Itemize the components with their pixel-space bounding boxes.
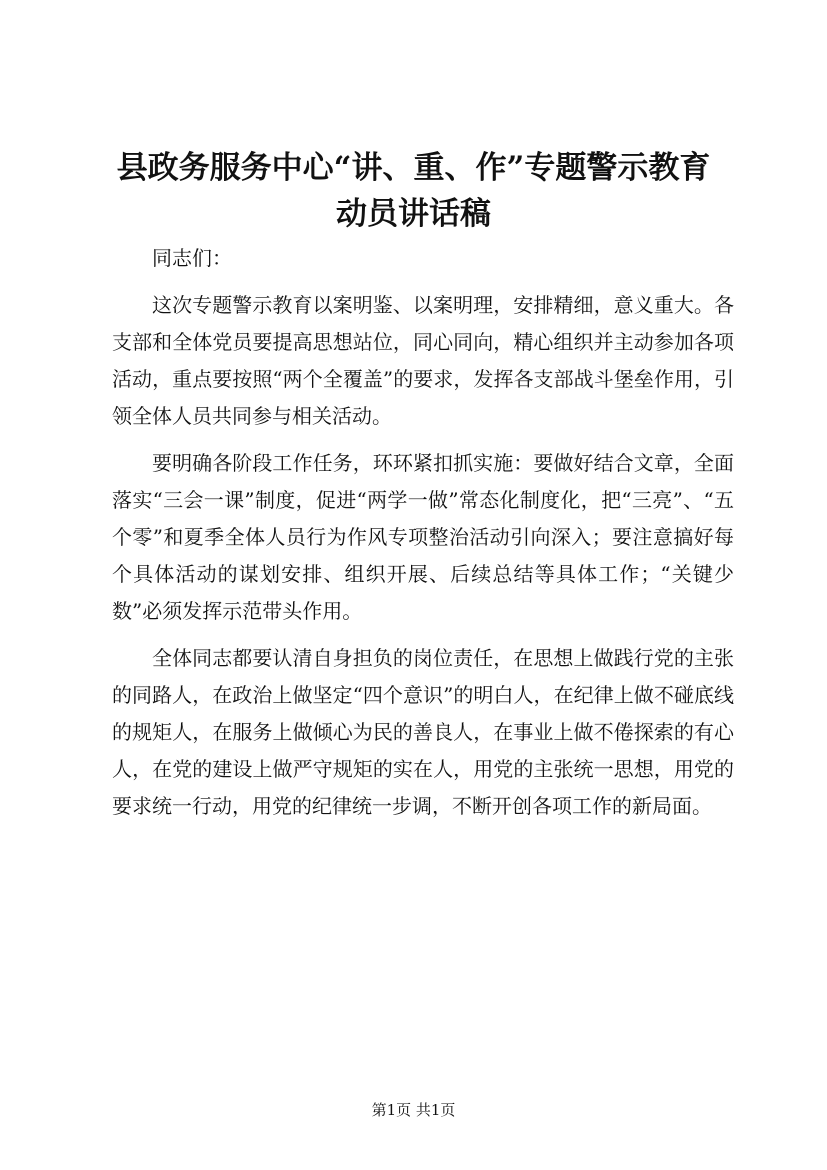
paragraph-1: 这次专题警示教育以案明鉴、以案明理，安排精细，意义重大。各支部和全体党员要提高思想站位，同心同向，精心组织并主动参加各项活动，重点要按照“两个全覆盖”的要求，发挥各支部战斗堡垒作用，引领全体人员共同参与相关活动。 <box>112 293 734 428</box>
document-body <box>112 240 734 835</box>
document-title <box>95 145 732 237</box>
paragraph-3: 全体同志都要认清自身担负的岗位责任，在思想上做践行党的主张的同路人，在政治上做坚定“四个意识”的明白人，在纪律上做不碰底线的规矩人，在服务上做倾心为民的善良人，在事业上做不倦探索的有心人，在党的建设上做严守规矩的实在人，用党的主张统一思想，用党的要求统一行动，用党的纪律统一步调，不断开创各项工作的新局面。 <box>112 646 734 818</box>
greeting: 同志们： <box>152 246 232 270</box>
paragraph-2: 要明确各阶段工作任务，环环紧扣抓实施：要做好结合文章，全面落实“三会一课”制度，促进“两学一做”常态化制度化，把“三亮”、“五个零”和夏季全体人员行为作风专项整治活动引向深入；要注意搞好每个具体活动的谋划安排、组织开展、后续总结等具体工作；“关键少数”必须发挥示范带头作用。 <box>112 451 734 623</box>
title-line-1: 县政务服务中心“讲、重、作”专题警示教育 <box>116 150 711 186</box>
page-footer: 第1页 共1页 <box>371 1101 456 1119</box>
title-line-2: 动员讲话稿 <box>336 196 491 232</box>
